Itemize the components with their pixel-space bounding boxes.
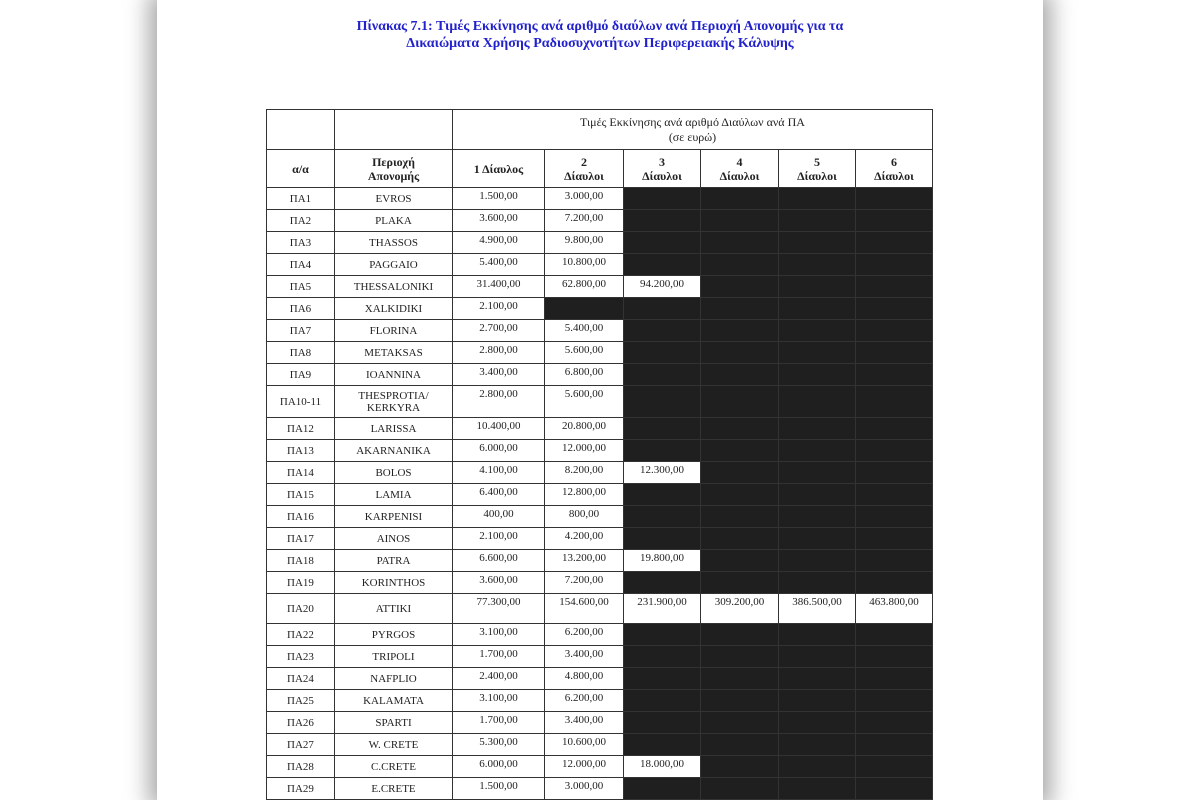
cell-price-3-channels: 231.900,00 [624,594,701,624]
cell-blank-3-channels [624,418,701,440]
header-3-word: Δίαυλοι [642,168,682,183]
cell-blank-3-channels [624,734,701,756]
cell-blank-5-channels [779,342,856,364]
cell-price-1-channels: 4.900,00 [453,232,545,254]
table-row [267,756,933,778]
header-6-num: 6 [891,154,897,169]
cell-blank-4-channels [701,298,779,320]
cell-code: ΠΑ20 [267,594,335,624]
header-1-channel: 1 Δίαυλος [453,150,545,188]
cell-region: METAKSAS [335,342,453,364]
cell-blank-5-channels [779,506,856,528]
cell-code: ΠΑ13 [267,440,335,462]
group-header-unit: (σε ευρώ) [668,129,717,144]
cell-blank-5-channels [779,646,856,668]
cell-blank-4-channels [701,320,779,342]
cell-region: W. CRETE [335,734,453,756]
cell-code: ΠΑ29 [267,778,335,800]
table-row [267,386,933,418]
cell-price-1-channels: 3.100,00 [453,624,545,646]
group-header [453,110,933,150]
cell-blank-5-channels [779,462,856,484]
cell-price-2-channels: 62.800,00 [545,276,624,298]
cell-blank-6-channels [856,418,933,440]
cell-blank-4-channels [701,418,779,440]
cell-region: NAFPLIO [335,668,453,690]
table-row [267,550,933,572]
cell-blank-4-channels [701,386,779,418]
cell-price-2-channels: 154.600,00 [545,594,624,624]
header-blank-code [267,110,335,150]
table-row [267,668,933,690]
cell-price-1-channels: 5.400,00 [453,254,545,276]
header-4-word: Δίαυλοι [719,168,760,183]
cell-blank-5-channels [779,550,856,572]
cell-price-2-channels: 4.800,00 [545,668,624,690]
cell-code: ΠΑ2 [267,210,335,232]
cell-price-2-channels: 12.000,00 [545,756,624,778]
cell-region: ATTIKI [335,594,453,624]
cell-blank-6-channels [856,254,933,276]
cell-region: LAMIA [335,484,453,506]
cell-price-2-channels: 5.600,00 [545,386,624,418]
cell-region: KORINTHOS [335,572,453,594]
cell-blank-5-channels [779,320,856,342]
cell-blank-3-channels [624,386,701,418]
cell-price-1-channels: 2.800,00 [453,342,545,364]
cell-price-2-channels: 3.400,00 [545,712,624,734]
header-region [335,150,453,188]
cell-blank-4-channels [701,506,779,528]
cell-blank-5-channels [779,572,856,594]
cell-price-1-channels: 2.700,00 [453,320,545,342]
header-5-num: 5 [814,154,820,169]
cell-code: ΠΑ24 [267,668,335,690]
cell-blank-3-channels [624,342,701,364]
cell-region: XALKIDIKI [335,298,453,320]
cell-blank-6-channels [856,646,933,668]
cell-region: KALAMATA [335,690,453,712]
cell-region: THASSOS [335,232,453,254]
cell-blank-6-channels [856,320,933,342]
cell-blank-6-channels [856,624,933,646]
cell-blank-6-channels [856,572,933,594]
cell-region: AKARNANIKA [335,440,453,462]
cell-blank-3-channels [624,320,701,342]
cell-price-1-channels: 31.400,00 [453,276,545,298]
cell-price-2-channels: 3.000,00 [545,188,624,210]
table-row [267,276,933,298]
table-row [267,342,933,364]
cell-blank-4-channels [701,232,779,254]
cell-blank-4-channels [701,364,779,386]
cell-code: ΠΑ28 [267,756,335,778]
starting-prices-table [266,109,933,800]
table-row [267,506,933,528]
cell-code: ΠΑ5 [267,276,335,298]
cell-blank-6-channels [856,440,933,462]
cell-blank-4-channels [701,690,779,712]
cell-blank-3-channels [624,232,701,254]
table-row [267,484,933,506]
cell-blank-4-channels [701,778,779,800]
header-2-num: 2 [581,154,587,169]
cell-region: E.CRETE [335,778,453,800]
header-6-channels [856,150,933,188]
cell-blank-5-channels [779,624,856,646]
cell-price-1-channels: 3.400,00 [453,364,545,386]
caption-line-2: Δικαιώματα Χρήσης Ραδιοσυχνοτήτων Περιφερειακής Κάλυψης [406,36,794,51]
table-caption [157,18,1043,52]
cell-price-2-channels: 20.800,00 [545,418,624,440]
cell-price-1-channels: 2.100,00 [453,298,545,320]
header-3-channels [624,150,701,188]
cell-code: ΠΑ16 [267,506,335,528]
cell-region: PAGGAIO [335,254,453,276]
cell-region: BOLOS [335,462,453,484]
cell-blank-6-channels [856,484,933,506]
header-2-word: Δίαυλοι [564,168,604,183]
cell-price-2-channels: 8.200,00 [545,462,624,484]
cell-blank-6-channels [856,298,933,320]
cell-price-2-channels: 6.200,00 [545,624,624,646]
cell-blank-4-channels [701,484,779,506]
cell-blank-3-channels [624,298,701,320]
cell-blank-4-channels [701,188,779,210]
cell-price-1-channels: 4.100,00 [453,462,545,484]
cell-blank-5-channels [779,712,856,734]
cell-price-2-channels: 13.200,00 [545,550,624,572]
cell-blank-3-channels [624,668,701,690]
cell-blank-5-channels [779,298,856,320]
table-row [267,690,933,712]
header-2-channels [545,150,624,188]
cell-code: ΠΑ23 [267,646,335,668]
header-6-word: Δίαυλοι [874,168,914,183]
cell-region: TRIPOLI [335,646,453,668]
cell-blank-4-channels [701,462,779,484]
table-body [267,188,933,800]
cell-price-2-channels: 5.400,00 [545,320,624,342]
cell-blank-5-channels [779,778,856,800]
table-row [267,594,933,624]
cell-code: ΠΑ8 [267,342,335,364]
cell-blank-4-channels [701,646,779,668]
cell-blank-5-channels [779,386,856,418]
cell-blank-3-channels [624,712,701,734]
cell-price-1-channels: 2.800,00 [453,386,545,418]
cell-price-1-channels: 400,00 [453,506,545,528]
cell-blank-5-channels [779,440,856,462]
cell-blank-5-channels [779,690,856,712]
cell-price-2-channels: 6.200,00 [545,690,624,712]
cell-blank-4-channels [701,734,779,756]
cell-blank-5-channels [779,210,856,232]
cell-blank-3-channels [624,646,701,668]
cell-price-5-channels: 386.500,00 [779,594,856,624]
cell-price-2-channels: 10.800,00 [545,254,624,276]
cell-region: EVROS [335,188,453,210]
cell-blank-5-channels [779,528,856,550]
cell-price-1-channels: 3.600,00 [453,210,545,232]
table-row [267,440,933,462]
cell-blank-4-channels [701,668,779,690]
cell-price-3-channels: 18.000,00 [624,756,701,778]
cell-blank-3-channels [624,778,701,800]
cell-price-1-channels: 5.300,00 [453,734,545,756]
cell-price-1-channels: 1.500,00 [453,188,545,210]
cell-region: THESSALONIKI [335,276,453,298]
cell-price-2-channels: 5.600,00 [545,342,624,364]
cell-blank-4-channels [701,440,779,462]
cell-blank-6-channels [856,506,933,528]
cell-blank-5-channels [779,734,856,756]
cell-blank-3-channels [624,624,701,646]
cell-blank-4-channels [701,528,779,550]
cell-blank-4-channels [701,210,779,232]
table-row [267,734,933,756]
cell-code: ΠΑ26 [267,712,335,734]
cell-region: AINOS [335,528,453,550]
cell-blank-5-channels [779,756,856,778]
header-region-line2: Απονομής [367,168,420,183]
table-row [267,418,933,440]
cell-blank-6-channels [856,364,933,386]
cell-price-1-channels: 1.500,00 [453,778,545,800]
cell-code: ΠΑ25 [267,690,335,712]
cell-code: ΠΑ18 [267,550,335,572]
cell-price-1-channels: 10.400,00 [453,418,545,440]
cell-code: ΠΑ22 [267,624,335,646]
cell-blank-3-channels [624,210,701,232]
cell-price-1-channels: 3.100,00 [453,690,545,712]
table-row [267,210,933,232]
cell-code: ΠΑ9 [267,364,335,386]
cell-blank-6-channels [856,712,933,734]
cell-price-2-channels: 12.000,00 [545,440,624,462]
table-row [267,778,933,800]
table-row [267,462,933,484]
cell-blank-6-channels [856,756,933,778]
cell-blank-5-channels [779,418,856,440]
cell-price-1-channels: 1.700,00 [453,646,545,668]
cell-blank-3-channels [624,254,701,276]
cell-blank-6-channels [856,276,933,298]
cell-region: PATRA [335,550,453,572]
document-page [157,0,1043,800]
table-row [267,646,933,668]
cell-price-2-channels: 12.800,00 [545,484,624,506]
cell-code: ΠΑ17 [267,528,335,550]
cell-blank-6-channels [856,232,933,254]
cell-code: ΠΑ15 [267,484,335,506]
cell-price-1-channels: 6.600,00 [453,550,545,572]
cell-blank-6-channels [856,342,933,364]
cell-blank-6-channels [856,386,933,418]
cell-blank-4-channels [701,550,779,572]
cell-blank-4-channels [701,254,779,276]
cell-price-2-channels: 9.800,00 [545,232,624,254]
cell-code: ΠΑ7 [267,320,335,342]
cell-code: ΠΑ12 [267,418,335,440]
cell-code: ΠΑ10-11 [267,386,335,418]
cell-price-2-channels: 7.200,00 [545,210,624,232]
header-4-channels [701,150,779,188]
cell-region: C.CRETE [335,756,453,778]
table-row [267,364,933,386]
cell-price-1-channels: 6.000,00 [453,756,545,778]
cell-price-1-channels: 1.700,00 [453,712,545,734]
cell-blank-6-channels [856,210,933,232]
cell-blank-4-channels [701,276,779,298]
table-row [267,528,933,550]
cell-blank-4-channels [701,624,779,646]
cell-price-2-channels: 3.000,00 [545,778,624,800]
table-row [267,320,933,342]
cell-blank-5-channels [779,276,856,298]
cell-price-4-channels: 309.200,00 [701,594,779,624]
header-blank-region [335,110,453,150]
header-4-num: 4 [736,154,743,169]
cell-blank-3-channels [624,440,701,462]
cell-blank-5-channels [779,254,856,276]
cell-price-2-channels: 800,00 [545,506,624,528]
cell-region: PYRGOS [335,624,453,646]
table-row [267,712,933,734]
cell-price-3-channels: 12.300,00 [624,462,701,484]
cell-blank-6-channels [856,462,933,484]
cell-price-1-channels: 6.000,00 [453,440,545,462]
table-row [267,572,933,594]
cell-region: KARPENISI [335,506,453,528]
cell-price-2-channels: 4.200,00 [545,528,624,550]
cell-price-1-channels: 3.600,00 [453,572,545,594]
cell-blank-3-channels [624,364,701,386]
cell-price-1-channels: 77.300,00 [453,594,545,624]
header-5-word: Δίαυλοι [797,168,837,183]
header-3-num: 3 [659,154,665,169]
cell-region: PLAKA [335,210,453,232]
cell-price-3-channels: 19.800,00 [624,550,701,572]
cell-blank-4-channels [701,756,779,778]
cell-code: ΠΑ3 [267,232,335,254]
table-row [267,624,933,646]
table-row [267,232,933,254]
caption-line-1: Πίνακας 7.1: Τιμές Εκκίνησης ανά αριθμό διαύλων ανά Περιοχή Απονομής για τα [356,19,844,34]
cell-price-1-channels: 2.100,00 [453,528,545,550]
cell-blank-6-channels [856,550,933,572]
cell-price-2-channels: 3.400,00 [545,646,624,668]
cell-price-1-channels: 6.400,00 [453,484,545,506]
cell-blank-6-channels [856,668,933,690]
cell-blank-6-channels [856,188,933,210]
cell-price-3-channels: 94.200,00 [624,276,701,298]
cell-blank-6-channels [856,528,933,550]
cell-code: ΠΑ1 [267,188,335,210]
cell-price-6-channels: 463.800,00 [856,594,933,624]
cell-blank-4-channels [701,342,779,364]
cell-code: ΠΑ14 [267,462,335,484]
cell-region: SPARTI [335,712,453,734]
header-5-channels [779,150,856,188]
cell-code: ΠΑ4 [267,254,335,276]
cell-blank-4-channels [701,572,779,594]
cell-price-1-channels: 2.400,00 [453,668,545,690]
cell-code: ΠΑ27 [267,734,335,756]
cell-blank-2-channels [545,298,624,320]
cell-region: FLORINA [335,320,453,342]
cell-price-2-channels: 10.600,00 [545,734,624,756]
table-row [267,298,933,320]
cell-blank-5-channels [779,188,856,210]
cell-blank-6-channels [856,734,933,756]
cell-blank-6-channels [856,778,933,800]
cell-blank-3-channels [624,528,701,550]
cell-blank-4-channels [701,712,779,734]
cell-blank-6-channels [856,690,933,712]
table-row [267,254,933,276]
cell-blank-5-channels [779,484,856,506]
cell-blank-3-channels [624,188,701,210]
table-row [267,188,933,210]
cell-region: THESPROTIA/ KERKYRA [335,386,453,418]
cell-code: ΠΑ19 [267,572,335,594]
header-code: α/α [267,150,335,188]
header-region-line1: Περιοχή [372,154,415,169]
cell-blank-5-channels [779,668,856,690]
cell-blank-3-channels [624,484,701,506]
cell-blank-3-channels [624,506,701,528]
cell-region: LARISSA [335,418,453,440]
cell-blank-5-channels [779,232,856,254]
group-header-title: Τιμές Εκκίνησης ανά αριθμό Διαύλων ανά ΠΑ [580,114,805,129]
cell-code: ΠΑ6 [267,298,335,320]
cell-price-2-channels: 6.800,00 [545,364,624,386]
cell-blank-5-channels [779,364,856,386]
cell-region: IOANNINA [335,364,453,386]
cell-blank-3-channels [624,690,701,712]
cell-price-2-channels: 7.200,00 [545,572,624,594]
cell-blank-3-channels [624,572,701,594]
